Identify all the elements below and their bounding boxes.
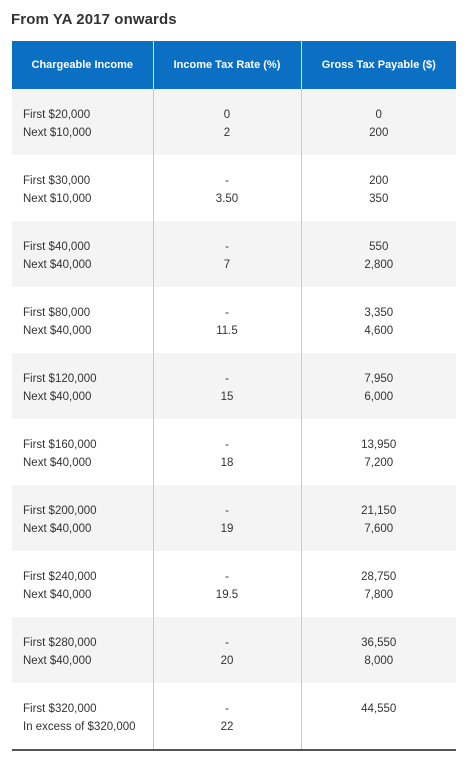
- cell-line: 7,950: [364, 373, 394, 385]
- cell-line: 21,150: [361, 505, 397, 517]
- cell-line: Next $40,000: [23, 325, 92, 337]
- cell-content: [302, 353, 457, 406]
- gross-tax-payable-cell: [301, 221, 456, 287]
- cell-line: Next $40,000: [23, 589, 92, 601]
- header-row: [12, 41, 456, 89]
- cell-line: -: [225, 703, 229, 715]
- table-row: [12, 617, 456, 683]
- cell-line: Next $40,000: [23, 523, 92, 535]
- cell-content: [302, 683, 457, 718]
- cell-content: [154, 89, 301, 142]
- cell-line: Next $10,000: [23, 193, 92, 205]
- cell-line: 11.5: [216, 325, 238, 337]
- table-row: [12, 551, 456, 617]
- cell-content: [154, 551, 301, 604]
- cell-content: [154, 353, 301, 406]
- income-tax-rate-cell: [153, 551, 301, 617]
- table-row: [12, 155, 456, 221]
- cell-line: 7,800: [364, 589, 394, 601]
- income-tax-rate-cell: [153, 155, 301, 221]
- table-row: [12, 419, 456, 485]
- cell-line: -: [225, 373, 229, 385]
- gross-tax-payable-cell: [301, 155, 456, 221]
- cell-line: 13,950: [361, 439, 397, 451]
- income-tax-rate-cell: [153, 683, 301, 750]
- header-chargeable-income: Chargeable Income: [12, 41, 153, 89]
- table-row: [12, 89, 456, 155]
- cell-content: [302, 287, 457, 340]
- cell-line: 7,600: [364, 523, 394, 535]
- table-row: [12, 485, 456, 551]
- chargeable-income-cell: [12, 353, 153, 419]
- cell-line: 3,350: [364, 307, 394, 319]
- table-header: [12, 41, 456, 89]
- chargeable-income-cell: [12, 287, 153, 353]
- cell-line: First $160,000: [23, 439, 97, 451]
- cell-line: -: [225, 637, 229, 649]
- cell-line: In excess of $320,000: [23, 721, 136, 733]
- gross-tax-payable-cell: [301, 683, 456, 750]
- cell-line: Next $40,000: [23, 391, 92, 403]
- cell-content: [302, 419, 457, 472]
- cell-content: [302, 89, 457, 142]
- cell-line: 20: [220, 655, 234, 667]
- chargeable-income-cell: [12, 551, 153, 617]
- income-tax-rate-cell: [153, 287, 301, 353]
- cell-line: 4,600: [364, 325, 394, 337]
- cell-content: [154, 221, 301, 274]
- table-row: [12, 287, 456, 353]
- cell-line: First $20,000: [23, 109, 91, 121]
- chargeable-income-cell: [12, 617, 153, 683]
- cell-line: Next $10,000: [23, 127, 92, 139]
- chargeable-income-cell: [12, 683, 153, 750]
- cell-line: First $280,000: [23, 637, 97, 649]
- cell-line: 15: [220, 391, 234, 403]
- cell-line: 28,750: [361, 571, 397, 583]
- cell-line: 19: [220, 523, 234, 535]
- cell-line: 7: [223, 259, 231, 271]
- header-gross-tax-payable: Gross Tax Payable ($): [301, 41, 456, 89]
- cell-line: 200: [369, 127, 389, 139]
- cell-line: 6,000: [364, 391, 394, 403]
- income-tax-rate-cell: [153, 485, 301, 551]
- cell-line: 3.50: [215, 193, 239, 205]
- chargeable-income-cell: [12, 419, 153, 485]
- gross-tax-payable-cell: [301, 419, 456, 485]
- cell-line: -: [225, 241, 229, 253]
- cell-line: 2: [223, 127, 231, 139]
- income-tax-rate-cell: [153, 419, 301, 485]
- cell-content: [12, 683, 153, 736]
- cell-line: 8,000: [364, 655, 394, 667]
- chargeable-income-cell: [12, 155, 153, 221]
- cell-line: First $30,000: [23, 175, 91, 187]
- cell-content: [12, 617, 153, 670]
- cell-content: [12, 551, 153, 604]
- cell-line: -: [225, 307, 229, 319]
- chargeable-income-cell: [12, 89, 153, 155]
- cell-line: 22: [220, 721, 234, 733]
- cell-content: [302, 221, 457, 274]
- cell-line: First $40,000: [23, 241, 91, 253]
- header-income-tax-rate: Income Tax Rate (%): [153, 41, 301, 89]
- cell-content: [154, 287, 301, 340]
- cell-line: 350: [369, 193, 389, 205]
- gross-tax-payable-cell: [301, 287, 456, 353]
- cell-content: [154, 617, 301, 670]
- income-tax-rate-cell: [153, 221, 301, 287]
- cell-content: [302, 485, 457, 538]
- tax-rate-table-container: [12, 41, 456, 751]
- cell-line: -: [225, 439, 229, 451]
- table-row: [12, 221, 456, 287]
- gross-tax-payable-cell: [301, 485, 456, 551]
- chargeable-income-cell: [12, 221, 153, 287]
- table-row: [12, 353, 456, 419]
- cell-line: 2,800: [364, 259, 394, 271]
- gross-tax-payable-cell: [301, 353, 456, 419]
- cell-line: -: [225, 571, 229, 583]
- income-tax-rate-cell: [153, 353, 301, 419]
- cell-line: First $320,000: [23, 703, 97, 715]
- cell-line: 0: [223, 109, 231, 121]
- cell-line: -: [225, 505, 229, 517]
- cell-line: First $80,000: [23, 307, 91, 319]
- cell-line: 36,550: [361, 637, 397, 649]
- tax-rate-table: [12, 41, 456, 751]
- cell-content: [302, 551, 457, 604]
- gross-tax-payable-cell: [301, 617, 456, 683]
- cell-content: [12, 419, 153, 472]
- chargeable-income-cell: [12, 485, 153, 551]
- table-body: [12, 89, 456, 750]
- income-tax-rate-cell: [153, 89, 301, 155]
- cell-content: [154, 155, 301, 208]
- cell-line: Next $40,000: [23, 457, 92, 469]
- cell-content: [302, 617, 457, 670]
- cell-content: [12, 353, 153, 406]
- cell-line: 550: [369, 241, 389, 253]
- gross-tax-payable-cell: [301, 89, 456, 155]
- cell-content: [12, 287, 153, 340]
- cell-line: 18: [220, 457, 234, 469]
- cell-line: Next $40,000: [23, 655, 92, 667]
- page-title: From YA 2017 onwards: [11, 11, 177, 28]
- cell-line: First $240,000: [23, 571, 97, 583]
- cell-line: -: [225, 175, 229, 187]
- cell-content: [12, 155, 153, 208]
- cell-line: 19.5: [215, 589, 239, 601]
- cell-line: Next $40,000: [23, 259, 92, 271]
- cell-line: 7,200: [364, 457, 394, 469]
- gross-tax-payable-cell: [301, 551, 456, 617]
- cell-line: First $120,000: [23, 373, 97, 385]
- cell-line: 44,550: [361, 703, 397, 715]
- cell-content: [12, 485, 153, 538]
- cell-line: First $200,000: [23, 505, 97, 517]
- table-row: [12, 683, 456, 750]
- cell-content: [12, 221, 153, 274]
- cell-content: [12, 89, 153, 142]
- cell-content: [154, 683, 301, 736]
- cell-content: [302, 155, 457, 208]
- cell-content: [154, 485, 301, 538]
- cell-content: [154, 419, 301, 472]
- cell-line: 200: [369, 175, 389, 187]
- cell-line: 0: [375, 109, 382, 121]
- income-tax-rate-cell: [153, 617, 301, 683]
